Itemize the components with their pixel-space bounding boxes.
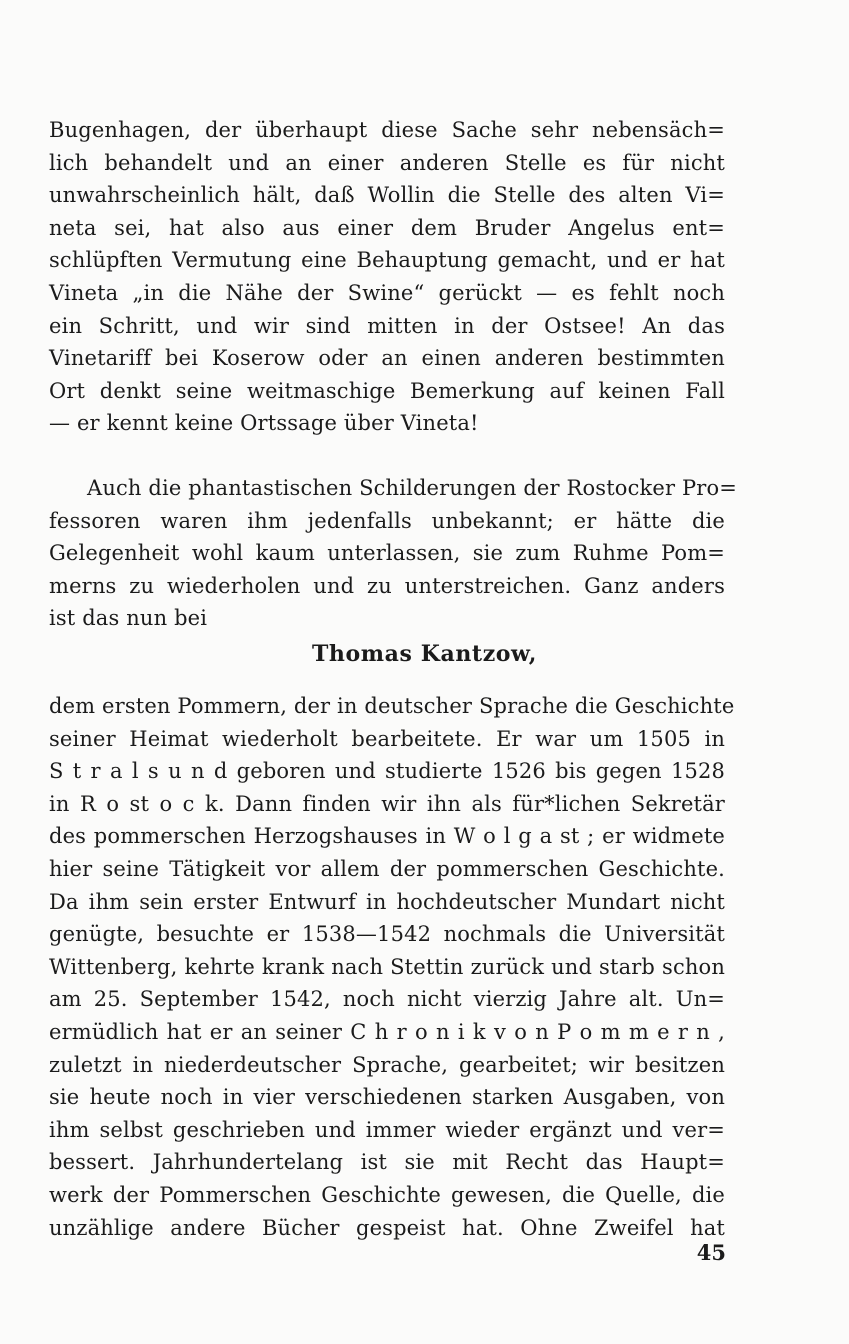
text-line: unwahrscheinlich hält, daß Wollin die Stelle des alten Vi= (49, 183, 725, 208)
text-line: ermüdlich hat er an seiner C h r o n i k v o n P o m m e r n , (49, 1019, 725, 1044)
text-line: ist das nun bei (49, 606, 208, 631)
text-line: ihm selbst geschrieben und immer wieder ergänzt und ver= (49, 1117, 725, 1142)
text-line: dem ersten Pommern, der in deutscher Sprache die Geschichte (49, 694, 735, 718)
text-line: S t r a l s u n d geboren und studierte 1526 bis gegen 1528 (49, 759, 725, 784)
section-heading: Thomas Kantzow, (311, 641, 538, 667)
text-line: Wittenberg, kehrte krank nach Stettin zurück und starb schon (49, 954, 725, 979)
text-line: merns zu wiederholen und zu unterstreichen. Ganz anders (49, 573, 725, 598)
text-line: fessoren waren ihm jedenfalls unbekannt; er hätte die (49, 508, 725, 533)
text-line: genügte, besuchte er 1538—1542 nochmals die Universität (49, 922, 725, 947)
text-line: Vineta „in die Nähe der Swine“ gerückt — es fehlt noch (49, 280, 725, 305)
text-line: hier seine Tätigkeit vor allem der pommerschen Geschichte. (49, 856, 725, 881)
page-number: 45 (696, 1240, 726, 1265)
text-line: Vinetariff bei Koserow oder an einen anderen bestimmten (49, 346, 725, 371)
text-line: — er kennt keine Ortssage über Vineta! (49, 411, 479, 436)
text-line: Gelegenheit wohl kaum unterlassen, sie zum Ruhme Pom= (49, 541, 725, 566)
text-line: bessert. Jahrhundertelang ist sie mit Recht das Haupt= (49, 1150, 725, 1175)
paragraph-rostocker (49, 472, 737, 635)
paragraph-kantzow (49, 690, 735, 1244)
text-line: des pommerschen Herzogshauses in W o l g a st ; er widmete (49, 824, 725, 849)
text-line: werk der Pommerschen Geschichte gewesen, die Quelle, die (49, 1182, 725, 1207)
text-line: Bugenhagen, der überhaupt diese Sache sehr nebensäch= (49, 118, 725, 142)
text-line: neta sei, hat also aus einer dem Bruder Angelus ent= (49, 215, 725, 240)
text-line: Da ihm sein erster Entwurf in hochdeutscher Mundart nicht (49, 889, 725, 914)
text-line: lich behandelt und an einer anderen Stelle es für nicht (49, 150, 725, 175)
text-line: ein Schritt, und wir sind mitten in der Ostsee! An das (49, 313, 725, 338)
text-line: zuletzt in niederdeutscher Sprache, gearbeitet; wir besitzen (49, 1052, 725, 1077)
text-line: schlüpften Vermutung eine Behauptung gemacht, und er hat (49, 248, 725, 273)
text-line: sie heute noch in vier verschiedenen starken Ausgaben, von (49, 1085, 725, 1110)
text-line: seiner Heimat wiederholt bearbeitete. Er war um 1505 in (49, 726, 725, 751)
paragraph-bugenhagen (49, 114, 725, 440)
text-line: am 25. September 1542, noch nicht vierzig Jahre alt. Un= (49, 987, 725, 1012)
text-line: in R o st o c k. Dann finden wir ihn als für*lichen Sekretär (49, 791, 725, 816)
text-line: unzählige andere Bücher gespeist hat. Ohne Zweifel hat (49, 1215, 725, 1240)
text-line: Auch die phantastischen Schilderungen der Rostocker Pro= (87, 476, 737, 500)
text-line: Ort denkt seine weitmaschige Bemerkung auf keinen Fall (49, 378, 725, 403)
